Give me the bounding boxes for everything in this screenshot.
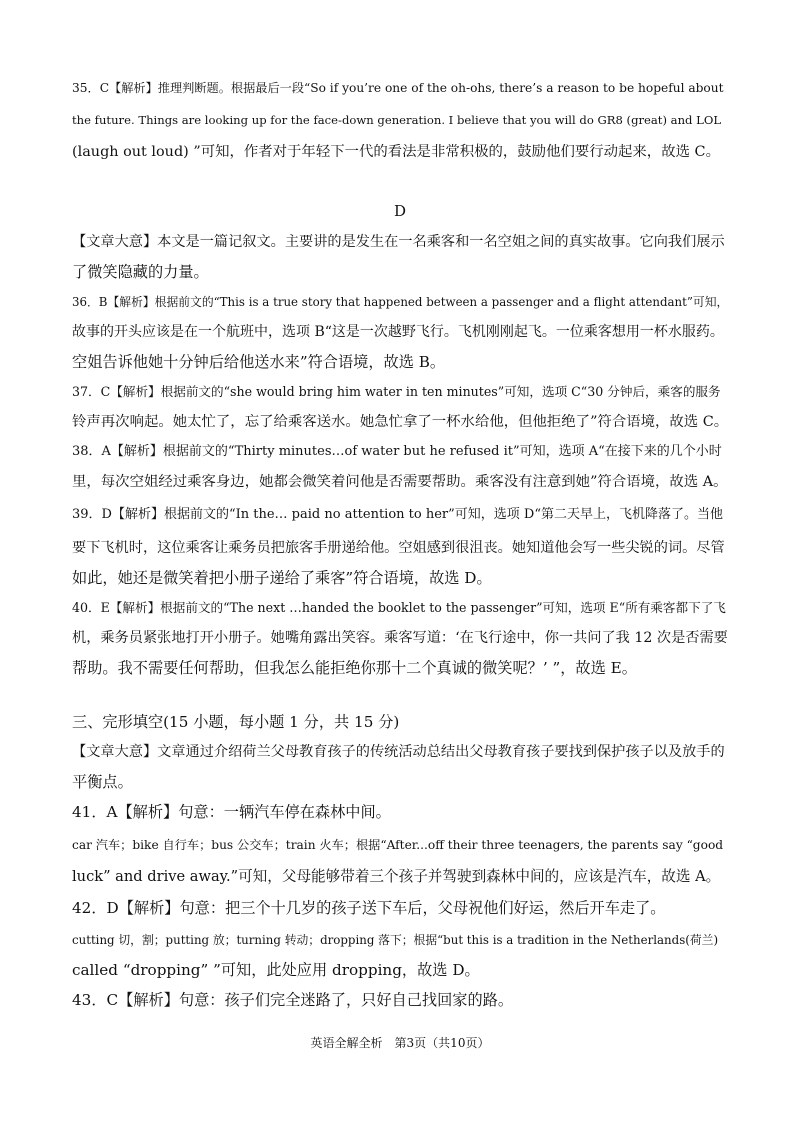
text-line-17: 机，乘务员紧张地打开小册子。她嘴角露出笑容。乘客写道：‘在飞行途中，你一共问了我 12 次是否需要 [72,630,728,646]
text-line-23: luck” and drive away.”可知，父母能够带着三个孩子并驾驶到森林中间的，应该是汽车，故选 A。 [72,868,721,885]
text-line-5: 了微笑隐藏的力量。 [72,263,209,281]
text-line-4: 【文章大意】本文是一篇记叙文。主要讲的是发生在一名乘客和一名空姐之间的真实故事。它向我们展示 [72,234,725,250]
text-line-20: 平衡点。 [72,773,133,791]
section-heading: 三、完形填空(15 小题，每小题 1 分，共 15 分) [72,713,400,731]
text-line-13: 39．D【解析】根据前文的“In the… paid no attention to her”可知，选项 D“第二天早上，飞机降落了。当他 [72,507,723,522]
text-line-16: 40．E【解析】根据前文的“The next …handed the booklet to the passenger”可知，选项 E“所有乘客都下了飞 [72,600,726,615]
text-line-6: 36．B【解析】根据前文的“This is a true story that happened between a passenger and a flight attendant”可知， [72,295,729,309]
text-line-3: (laugh out loud) ”可知，作者对于年轻下一代的看法是非常积极的，鼓励他们要行动起来，故选 C。 [72,144,720,160]
text-line-11: 38．A【解析】根据前文的“Thirty minutes…of water but he refused it”可知，选项 A“在接下来的几个小时 [72,444,722,459]
text-line-9: 37．C【解析】根据前文的“she would bring him water in ten minutes”可知，选项 C“30 分钟后，乘客的服务 [72,384,721,399]
text-line-27: 43．C【解析】句意：孩子们完全迷路了，只好自己找回家的路。 [72,991,514,1009]
text-line-18: 帮助。我不需要任何帮助，但我怎么能拒绝你那十二个真诚的微笑呢？’ ”，故选 E。 [72,659,637,677]
text-line-26: called “dropping” ”可知，此处应用 dropping，故选 D。 [72,961,480,979]
text-line-25: cutting 切，割；putting 放；turning 转动；dropping 落下；根据“but this is a tradition in the Netherlands(荷兰) [72,933,719,947]
text-line-10: 铃声再次响起。她太忙了，忘了给乘客送水。她急忙拿了一杯水给他，但他拒绝了”符合语境，故选 C。 [72,414,729,430]
page-footer: 英语全解全析 第3页（共10页） [310,1036,490,1050]
text-line-15: 如此，她还是微笑着把小册子递给了乘客”符合语境，故选 D。 [72,569,492,587]
section-label: D [393,202,407,220]
text-line-24: 42．D【解析】句意：把三个十几岁的孩子送下车后，父母祝他们好运，然后开车走了。 [72,899,666,917]
text-line-7: 故事的开头应该是在一个航班中，选项 B“这是一次越野飞行。飞机刚刚起飞。一位乘客想用一杯水服药。 [72,324,724,340]
text-line-21: 41．A【解析】句意：一辆汽车停在森林中间。 [72,803,391,821]
text-line-12: 里，每次空姐经过乘客身边，她都会微笑着问他是否需要帮助。乘客没有注意到她”符合语境，故选 A。 [72,474,728,490]
text-line-8: 空姐告诉他她十分钟后给他送水来”符合语境，故选 B。 [72,353,446,371]
text-line-19: 【文章大意】文章通过介绍荷兰父母教育孩子的传统活动总结出父母教育孩子要找到保护孩子以及放手的 [72,744,725,760]
text-line-14: 要下飞机时，这位乘客让乘务员把旅客手册递给他。空姐感到很沮丧。她知道他会写一些尖锐的词。尽管 [72,540,725,556]
text-line-1: 35．C【解析】推理判断题。根据最后一段“So if you’re one of the oh-ohs, there’s a reason to be hopeful about [72,81,724,95]
text-line-2: the future. Things are looking up for the face-down generation. I believe that you will do GR8 (great) and LOL [72,113,722,127]
text-line-22: car 汽车；bike 自行车；bus 公交车；train 火车；根据“After...off their three teenagers, the parents say “good [72,838,724,852]
